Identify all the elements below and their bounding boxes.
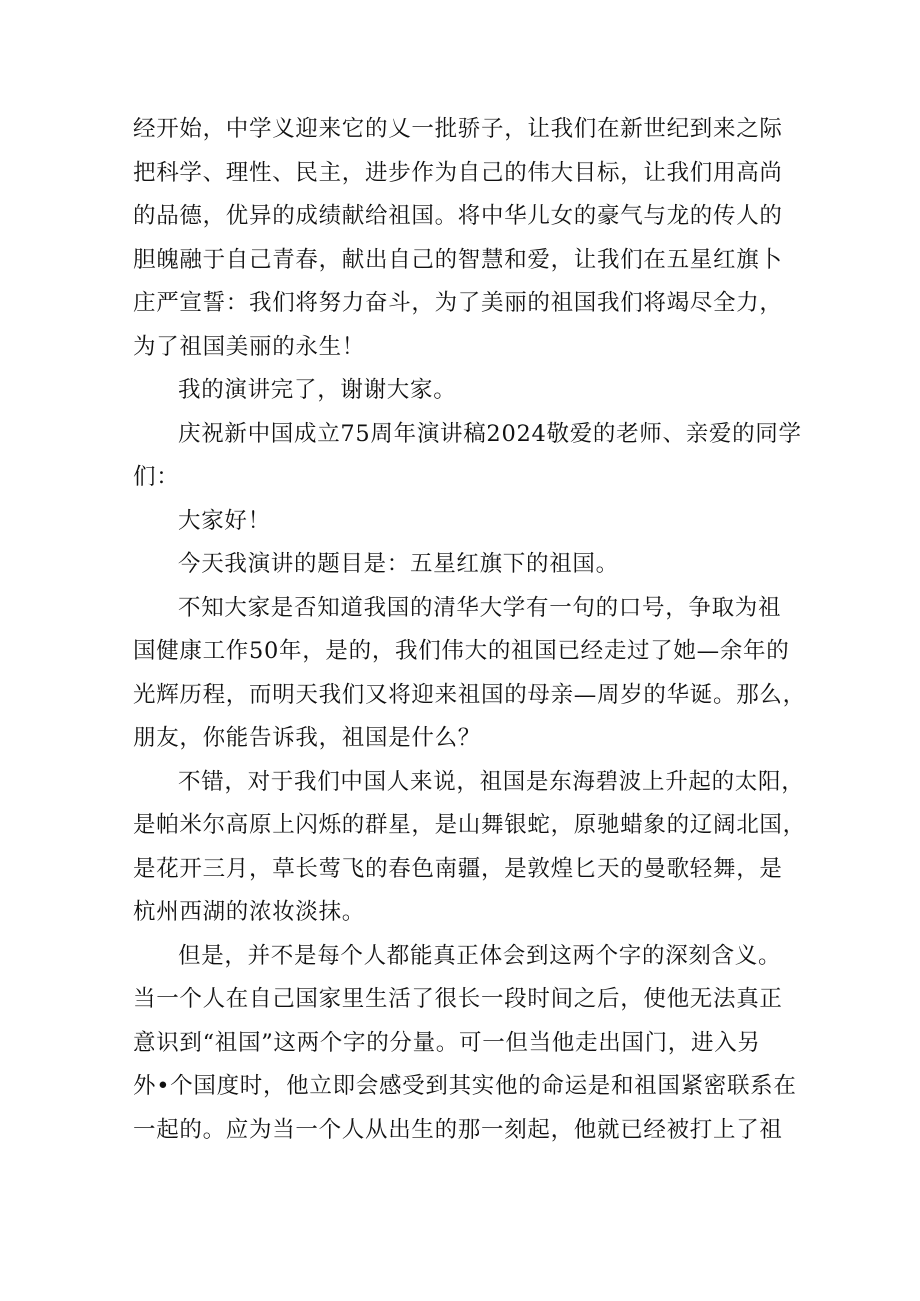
text-line: 当一个人在自己国家里生活了很长一段时间之后，使他无法真正 <box>133 986 783 1012</box>
text-line: 不错，对于我们中国人来说，祖国是东海碧波上升起的太阳， <box>178 768 805 795</box>
text-line: 庆祝新中国成立75周年演讲稿2024敬爱的老师、亲爱的同学 <box>178 420 802 447</box>
text-line: 的品德，优异的成绩献给祖国。将中华儿女的豪气与龙的传人的 <box>133 203 783 229</box>
text-line: 经开始，中学义迎来它的乂一批骄子，让我们在新世纪到来之际 <box>133 116 783 142</box>
text-line: 是帕米尔高原上闪烁的群星，是山舞银蛇，原驰蜡象的辽阔北国， <box>133 812 806 838</box>
text-line: 一起的。应为当一个人从出生的那一刻起，他就已经被打上了祖 <box>133 1116 783 1143</box>
text-line: 庄严宣誓：我们将努力奋斗，为了美丽的祖国我们将竭尽全力， <box>133 290 783 316</box>
text-line: 胆魄融于自己青春，献出自己的智慧和爱，让我们在五星红旗卜 <box>133 246 783 273</box>
text-line: 意识到“祖国”这两个字的分量。可一但当他走出国门，进入另 <box>133 1029 761 1056</box>
text-line: 们： <box>133 464 180 490</box>
text-line: 但是，并不是每个人都能真正体会到这两个字的深刻含义。 <box>178 942 782 969</box>
text-line: 大家好！ <box>178 507 271 534</box>
text-line: 把科学、理性、民主，进步作为自己的伟大目标，让我们用高尚 <box>133 159 783 186</box>
text-line: 今天我演讲的题目是：五星红旗下的祖国。 <box>178 551 619 577</box>
speech-text <box>133 108 806 1152</box>
text-line: 外•个国度时，他立即会感受到其实他的命运是和祖国紧密联系在 <box>133 1073 797 1099</box>
text-line: 国健康工作50年，是的，我们伟大的祖国已经走过了她—余年的 <box>133 638 790 664</box>
text-line: 光辉历程，而明天我们又将迎来祖国的母亲—周岁的华诞。那么， <box>133 681 806 708</box>
text-line: 我的演讲完了，谢谢大家。 <box>178 377 457 403</box>
text-line: 不知大家是否知道我国的清华大学有一句的口号，争取为祖 <box>178 594 782 621</box>
text-line: 杭州西湖的浓妆淡抹。 <box>133 899 366 925</box>
text-line: 是花开三月，草长莺飞的春色南疆，是敦煌匕天的曼歌轻舞，是 <box>133 855 783 882</box>
text-line: 朋友，你能告诉我，祖国是什么？ <box>133 725 482 751</box>
text-line: 为了祖国美丽的永生！ <box>133 333 366 360</box>
